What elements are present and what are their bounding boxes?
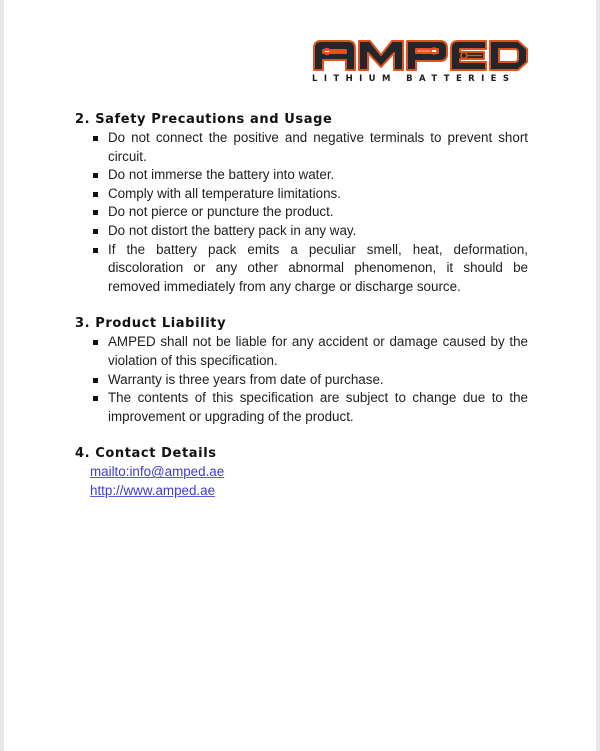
- list-item: [108, 129, 528, 166]
- logo-tagline: LITHIUM BATTERIES: [312, 74, 516, 84]
- logo-letter-m: [359, 41, 403, 70]
- list-item: [108, 371, 528, 390]
- section-heading: [75, 444, 528, 463]
- section-number: 4.: [75, 446, 91, 462]
- list-item-text: The contents of this specification are subject to change due to the improvement or upgrading of the product.: [108, 390, 528, 424]
- contact-links: [75, 463, 528, 500]
- bullet-list: [75, 129, 528, 296]
- section-title: Product Liability: [95, 316, 227, 332]
- website-link[interactable]: http://www.amped.ae: [90, 482, 216, 498]
- square-bullet-icon: [93, 229, 98, 234]
- section-product-liability: [75, 314, 528, 426]
- section-heading: [75, 314, 528, 333]
- list-item-text: Do not immerse the battery into water.: [108, 167, 335, 183]
- square-bullet-icon: [93, 192, 98, 197]
- square-bullet-icon: [93, 396, 98, 401]
- bullet-list: [75, 333, 528, 426]
- section-safety-precautions: [75, 110, 528, 296]
- list-item: [108, 203, 528, 222]
- list-item-text: AMPED shall not be liable for any accident or damage caused by the violation of this specification.: [108, 334, 528, 368]
- square-bullet-icon: [93, 340, 98, 345]
- square-bullet-icon: [93, 248, 98, 253]
- amped-logo: [312, 38, 530, 88]
- list-item-text: Do not connect the positive and negative terminals to prevent short circuit.: [108, 130, 528, 164]
- list-item-text: Do not pierce or puncture the product.: [108, 204, 334, 220]
- section-heading: [75, 110, 528, 129]
- document-body: [75, 110, 528, 519]
- list-item: [108, 185, 528, 204]
- list-item: [108, 333, 528, 370]
- list-item-text: Do not distort the battery pack in any way.: [108, 222, 357, 238]
- square-bullet-icon: [93, 378, 98, 383]
- list-item-text: Comply with all temperature limitations.: [108, 185, 341, 201]
- logo-letter-a: [314, 41, 355, 70]
- logo-letter-p: [407, 41, 447, 70]
- page-edge-right: [596, 0, 600, 751]
- email-link[interactable]: mailto:info@amped.ae: [90, 464, 225, 480]
- section-contact-details: [75, 444, 528, 500]
- section-title: Contact Details: [95, 446, 217, 462]
- square-bullet-icon: [93, 210, 98, 215]
- section-number: 3.: [75, 316, 91, 332]
- square-bullet-icon: [93, 173, 98, 178]
- list-item: [108, 241, 528, 297]
- list-item: [108, 389, 528, 426]
- list-item: [108, 166, 528, 185]
- list-item: [108, 222, 528, 241]
- list-item-text: Warranty is three years from date of purchase.: [108, 371, 384, 387]
- page-edge-left: [0, 0, 4, 751]
- amped-wordmark: [312, 38, 530, 72]
- section-number: 2.: [75, 112, 91, 127]
- square-bullet-icon: [93, 136, 98, 141]
- list-item-text: If the battery pack emits a peculiar smell, heat, deformation, discoloration or any other abnormal phenomenon, it should be removed immediately from any charge or discharge source.: [108, 241, 528, 294]
- section-title: Safety Precautions and Usage: [95, 112, 333, 127]
- logo-letter-d: [490, 41, 527, 70]
